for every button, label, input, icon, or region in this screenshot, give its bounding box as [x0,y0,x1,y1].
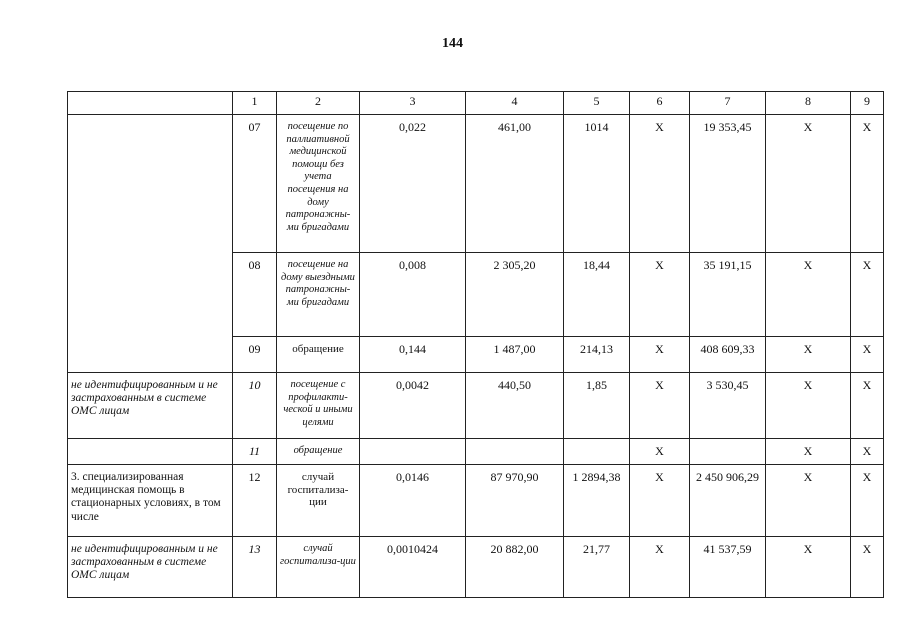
row-value-6: X [630,337,690,373]
header-cell-2: 2 [277,92,360,115]
row-value-4: 2 305,20 [466,253,564,337]
table-row [68,373,884,439]
row-code: 08 [233,253,277,337]
header-cell-7: 7 [690,92,766,115]
row-code: 09 [233,337,277,373]
header-cell-3: 3 [360,92,466,115]
header-cell-9: 9 [851,92,884,115]
row-value-5: 1 2894,38 [564,465,630,537]
row-value-5: 1014 [564,115,630,253]
row-value-8: X [766,337,851,373]
row-value-5 [564,439,630,465]
row-value-7: 408 609,33 [690,337,766,373]
row-description: посещение на дому выездными патронажны-ми бригадами [277,253,360,337]
row-value-4: 1 487,00 [466,337,564,373]
row-description: обращение [277,439,360,465]
header-cell-blank [68,92,233,115]
row-value-9: X [851,373,884,439]
row-description: обращение [277,337,360,373]
row-value-8: X [766,465,851,537]
row-value-8: X [766,439,851,465]
row-value-4: 20 882,00 [466,537,564,598]
label-cell-empty [68,115,233,373]
header-cell-4: 4 [466,92,564,115]
row-value-3: 0,0042 [360,373,466,439]
header-row [68,92,884,115]
row-description: случай госпитализа-ции [277,537,360,598]
header-cell-8: 8 [766,92,851,115]
row-value-5: 18,44 [564,253,630,337]
row-value-3: 0,144 [360,337,466,373]
row-value-4: 440,50 [466,373,564,439]
row-value-8: X [766,373,851,439]
row-label: не идентифицированным и не застрахованным в системе ОМС лицам [68,373,233,439]
row-value-9: X [851,337,884,373]
row-code: 11 [233,439,277,465]
row-value-8: X [766,537,851,598]
row-value-8: X [766,253,851,337]
row-value-5: 1,85 [564,373,630,439]
row-description: посещение с профилакти-ческой и иными целями [277,373,360,439]
table-row [68,537,884,598]
row-value-4: 87 970,90 [466,465,564,537]
row-label: не идентифицированным и не застрахованным в системе ОМС лицам [68,537,233,598]
row-value-7: 2 450 906,29 [690,465,766,537]
row-code: 07 [233,115,277,253]
row-value-3: 0,0010424 [360,537,466,598]
row-value-8: X [766,115,851,253]
row-value-7: 35 191,15 [690,253,766,337]
row-value-9: X [851,115,884,253]
page-number: 144 [442,36,463,51]
row-value-3: 0,008 [360,253,466,337]
row-value-3: 0,022 [360,115,466,253]
row-code: 13 [233,537,277,598]
row-label-empty [68,439,233,465]
header-cell-6: 6 [630,92,690,115]
row-value-6: X [630,253,690,337]
row-value-7: 3 530,45 [690,373,766,439]
row-value-5: 21,77 [564,537,630,598]
row-value-9: X [851,439,884,465]
row-value-6: X [630,439,690,465]
row-value-7: 41 537,59 [690,537,766,598]
row-code: 10 [233,373,277,439]
row-value-6: X [630,537,690,598]
row-value-4: 461,00 [466,115,564,253]
row-code: 12 [233,465,277,537]
table-row [68,439,884,465]
row-value-6: X [630,373,690,439]
row-value-4 [466,439,564,465]
row-value-7 [690,439,766,465]
row-value-5: 214,13 [564,337,630,373]
table-row [68,115,884,253]
row-value-9: X [851,253,884,337]
row-value-9: X [851,537,884,598]
row-value-3 [360,439,466,465]
row-value-6: X [630,115,690,253]
row-description: посещение по паллиативной медицинской помощи без учета посещения на дому патронажны-ми бригадами [277,115,360,253]
table-row [68,465,884,537]
row-description: случай госпитализа-ции [277,465,360,537]
budget-table [67,91,884,598]
header-cell-5: 5 [564,92,630,115]
row-value-6: X [630,465,690,537]
row-label: 3. специализированная медицинская помощь в стационарных условиях, в том числе [68,465,233,537]
row-value-3: 0,0146 [360,465,466,537]
row-value-7: 19 353,45 [690,115,766,253]
row-value-9: X [851,465,884,537]
header-cell-1: 1 [233,92,277,115]
